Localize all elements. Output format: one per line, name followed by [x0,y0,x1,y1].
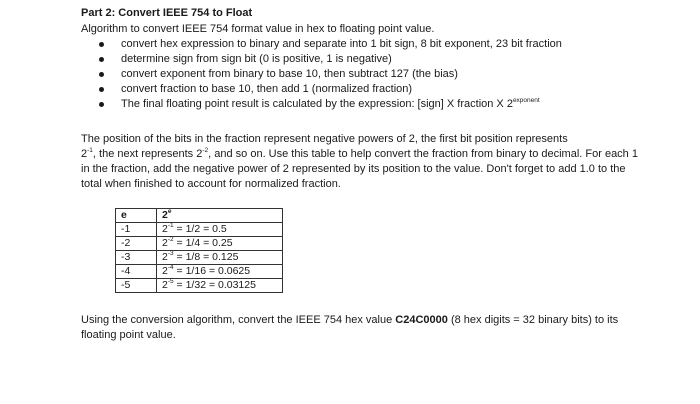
table-header-row [116,209,283,223]
cell-power: $2^{-3} = 1/8 = 0.125$ [157,251,283,265]
paragraph-superscript: -2 [202,147,209,154]
cell-e: -4 [116,265,157,279]
paragraph-text: , the next represents 2 [92,148,203,160]
page-title: Part 2: Convert IEEE 754 to Float [81,7,253,19]
table-row [116,237,283,251]
cell-power: $2^{-1} = 1/2 = 0.5$ [157,223,283,237]
cell-power: $2^{-2} = 1/4 = 0.25$ [157,237,283,251]
step-item: determine sign from sign bit (0 is positive, 1 is negative) [121,52,641,67]
table-row [116,251,283,265]
hex-value: C24C0000 [395,314,448,326]
cell-e: -5 [116,279,157,293]
table-row [116,265,283,279]
header-e: e [116,209,157,223]
cell-power: $2^{-4} = 1/16 = 0.0625$ [157,265,283,279]
paragraph-superscript: -1 [87,147,93,154]
step-item: convert fraction to base 10, then add 1 (normalized fraction) [121,82,641,97]
step-item: convert hex expression to binary and separate into 1 bit sign, 8 bit exponent, 23 bit fraction [121,37,641,52]
question-part: (8 hex digits = 32 binary bits) to its floating point value. [81,314,619,341]
step-item-final [121,97,641,112]
header-power: 2e [157,209,283,223]
question-text [81,313,641,343]
cell-e: -2 [116,237,157,251]
step-item: convert exponent from binary to base 10, then subtract 127 (the bias) [121,67,641,82]
intro-text: Algorithm to convert IEEE 754 format value in hex to floating point value. [81,23,435,35]
paragraph-base: 2 [81,148,88,160]
algorithm-steps [81,37,641,112]
table-row [116,223,283,237]
document [81,6,641,343]
table-row [116,279,283,293]
cell-power: $2^{-5} = 1/32 = 0.03125$ [157,279,283,293]
question-part: Using the conversion algorithm, convert the IEEE 754 hex value [81,314,396,326]
cell-e: -3 [116,251,157,265]
powers-of-two-table [115,208,283,293]
exponent-superscript: exponent [512,97,540,104]
paragraph-text: , and so on. Use this table to help convert the fraction from binary to decimal. For each 1 in the fraction, add the negative power of 2 represented by its position to the value. Don't forget to add 1.0 to the total when finished to account for normalized fraction. [81,148,638,190]
cell-e: -1 [116,223,157,237]
final-step-text: The final floating point result is calculated by the expression: [sign] X fraction X 2 [121,98,513,110]
paragraph-text: The position of the bits in the fraction represent negative powers of 2, the first bit position represents [81,133,568,145]
explanation-paragraph [81,132,641,192]
